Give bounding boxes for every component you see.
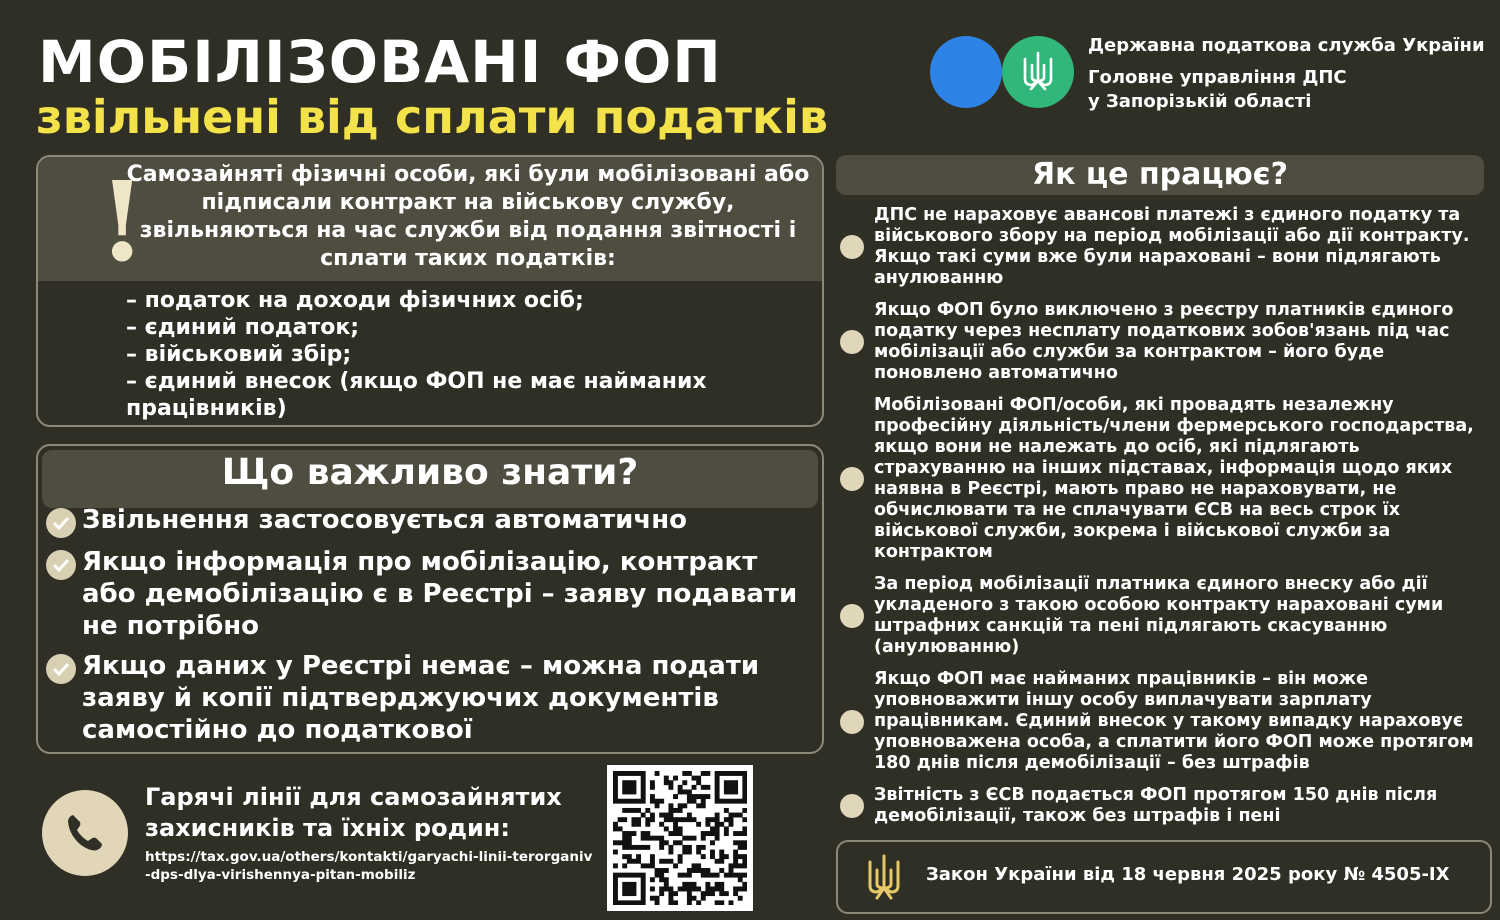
list-item [838, 300, 1493, 384]
how-item-text: За період мобілізації платника єдиного внеску або дії укладеного з такою особою контракту нараховані суми штрафних санкцій та пені підлягають скасуванню (анулюванню) [874, 574, 1444, 657]
trident-icon [866, 854, 902, 902]
list-item [838, 669, 1493, 774]
how-item-text: Звітність з ЄСВ подається ФОП протягом 150 днів після демобілізації, також без штрафів і пені [874, 785, 1438, 826]
org-line-2: Головне управління ДПС [1088, 67, 1347, 88]
list-item [46, 504, 816, 538]
important-header [42, 450, 818, 508]
hotline-link[interactable]: https://tax.gov.ua/others/kontakti/garyachi-linii-terorganiv-dps-dlya-virishennya-pitan-mobiliz [145, 849, 593, 883]
tax-item: – військовий збір; [126, 342, 352, 367]
tax-list [126, 287, 806, 422]
law-box [836, 840, 1492, 914]
logos [930, 34, 1080, 108]
important-box [36, 444, 824, 754]
dot-icon [840, 467, 864, 491]
check-icon [46, 654, 76, 684]
dot-icon [840, 794, 864, 818]
page-subtitle: звільнені від сплати податків [36, 90, 828, 144]
law-text: Закон України від 18 червня 2025 року № 4505-IX [926, 864, 1450, 885]
tax-item: – єдиний внесок (якщо ФОП не має найманих працівників) [126, 369, 707, 421]
check-icon [46, 550, 76, 580]
org-line-1: Державна податкова служба України [1088, 35, 1485, 56]
check-icon [46, 508, 76, 538]
how-list [838, 205, 1493, 838]
exclamation-icon: ! [98, 157, 147, 286]
how-item-text: Якщо ФОП має найманих працівників – він може уповноважити іншу особу виплачувати зарплату працівникам. Єдиний внесок у такому випадку нараховує уповноважена особа, а сплатити його ФОП може протягом 180 днів після демобілізації – без штрафів [874, 669, 1474, 773]
important-title: Що важливо знати? [221, 452, 639, 493]
organization-name [1088, 34, 1485, 114]
how-item-text: Мобілізовані ФОП/особи, які провадять незалежну професійну діяльність/члени фермерського господарства, якщо вони не належать до осіб, які підлягають страхуванню на інших підставах, інформація щодо яких наявна в Реєстрі, мають право не нараховувати, не обчислювати та не сплачувати ЄСВ на весь строк їх військової служби, зокрема і військової служби за контрактом [874, 395, 1474, 562]
dot-icon [840, 235, 864, 259]
dot-icon [840, 710, 864, 734]
qr-code-icon[interactable] [607, 765, 753, 911]
dot-icon [840, 604, 864, 628]
important-list [46, 504, 816, 754]
org-line-3: у Запорізькій області [1088, 91, 1312, 112]
how-title: Як це працює? [1032, 157, 1288, 192]
tax-item: – податок на доходи фізичних осіб; [126, 288, 584, 313]
how-item-text: ДПС не нараховує авансові платежі з єдиного податку та військового збору на період мобілізації або дії контракту. Якщо такі суми вже були нараховані – вони підлягають анулюванню [874, 205, 1470, 288]
phone-icon [42, 790, 128, 876]
list-item [46, 546, 816, 642]
important-item-text: Якщо даних у Реєстрі немає – можна подати заяву й копії підтверджуючих документів самостійно до податкової [82, 651, 760, 745]
list-item [838, 785, 1493, 827]
dps-emblem-logo [1002, 36, 1074, 108]
list-item [46, 650, 816, 746]
page-title: МОБІЛІЗОВАНІ ФОП [38, 28, 722, 96]
intro-box [36, 155, 824, 427]
important-item-text: Звільнення застосовується автоматично [82, 505, 688, 535]
blue-circle-logo [930, 36, 1002, 108]
hotline-title: Гарячі лінії для самозайнятих захисників та їхніх родин: [145, 783, 562, 842]
list-item [838, 574, 1493, 658]
how-header [836, 155, 1484, 195]
tax-item: – єдиний податок; [126, 315, 360, 340]
how-item-text: Якщо ФОП було виключено з реєстру платників єдиного податку через несплату податкових зобов'язань під час мобілізації або служби за контрактом – його буде поновлено автоматично [874, 300, 1454, 383]
important-item-text: Якщо інформація про мобілізацію, контракт або демобілізацію є в Реєстрі – заяву подавати не потрібно [82, 547, 798, 641]
trident-icon [1021, 51, 1055, 93]
dot-icon [840, 330, 864, 354]
list-item [838, 205, 1493, 289]
list-item [838, 395, 1493, 563]
intro-text: Самозайняті фізичні особи, які були мобілізовані або підписали контракт на військову службу, звільняються на час служби від подання звітності і сплати таких податків: [126, 162, 810, 271]
